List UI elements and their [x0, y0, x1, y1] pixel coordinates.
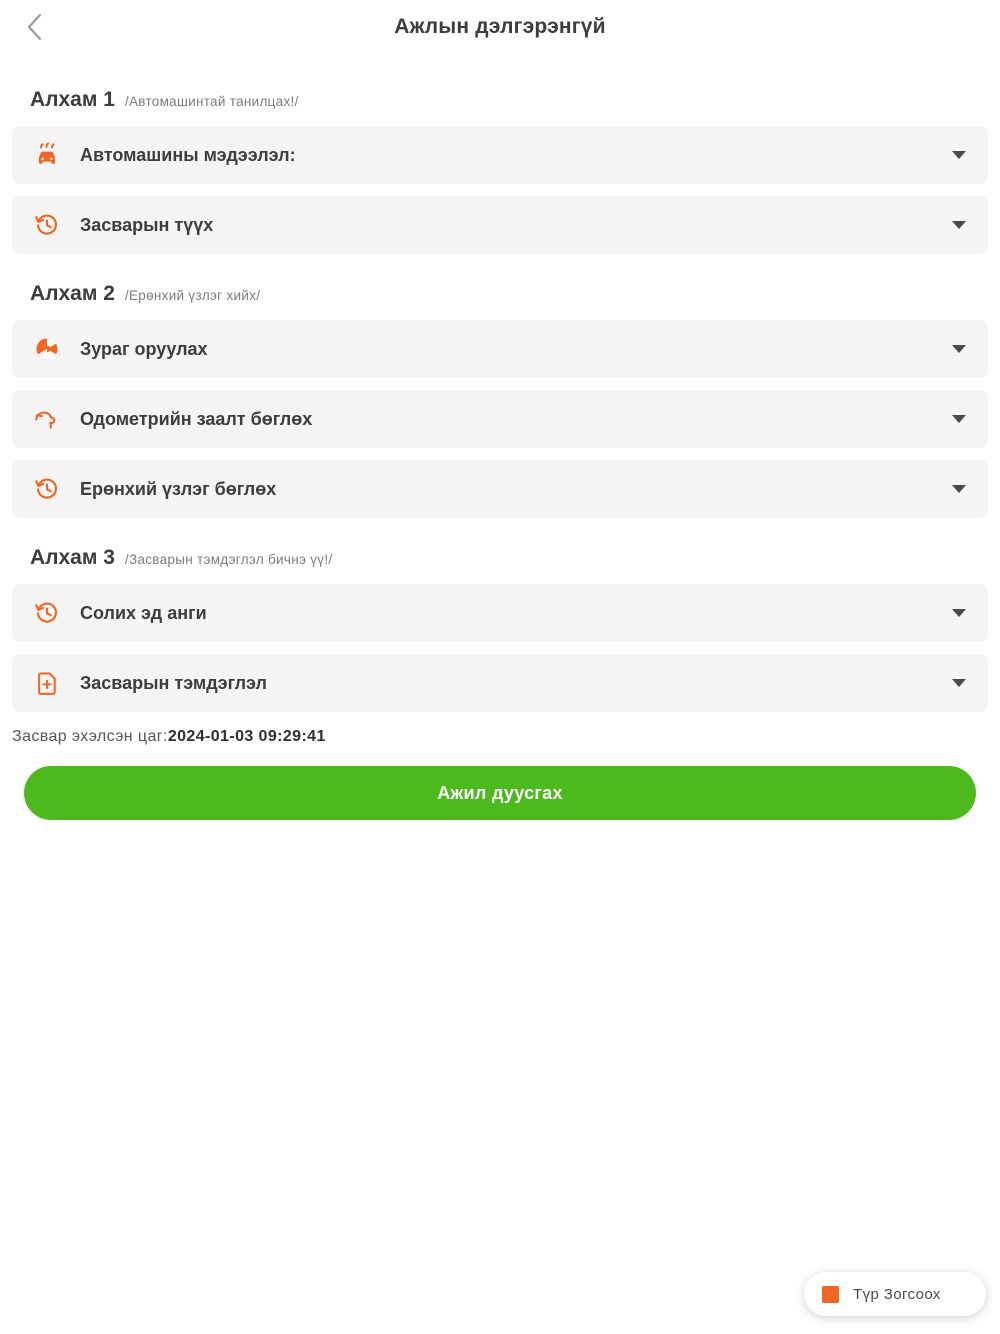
- row-label: Автомашины мэдээлэл:: [80, 144, 296, 165]
- row-odometer[interactable]: [12, 390, 988, 448]
- start-time-value: 2024-01-03 09:29:41: [167, 728, 326, 745]
- chevron-down-icon[interactable]: [952, 221, 966, 229]
- chevron-left-icon: [26, 12, 44, 42]
- chevron-down-icon[interactable]: [952, 679, 966, 687]
- back-button[interactable]: [18, 10, 52, 44]
- history-clock-icon: [32, 210, 62, 240]
- step-title: Алхам 3: [30, 546, 115, 569]
- step-heading-1: [0, 88, 1000, 112]
- row-label: Зураг оруулах: [80, 338, 208, 359]
- stop-square-icon: [822, 1286, 839, 1303]
- row-repair-note[interactable]: [12, 654, 988, 712]
- pause-button-label: Түр Зогсоох: [853, 1285, 941, 1303]
- pause-button[interactable]: [804, 1272, 986, 1316]
- history-clock-icon: [32, 598, 62, 628]
- odometer-arrow-icon: [32, 404, 62, 434]
- step-note: /Ерөнхий үзлэг хийх/: [124, 288, 261, 303]
- row-label: Засварын тэмдэглэл: [80, 672, 267, 693]
- car-wash-icon: [32, 140, 62, 170]
- chevron-down-icon[interactable]: [952, 345, 966, 353]
- header: [0, 0, 1000, 54]
- chevron-down-icon[interactable]: [952, 609, 966, 617]
- row-label: Солих эд анги: [80, 602, 207, 623]
- chevron-down-icon[interactable]: [952, 415, 966, 423]
- finish-job-button[interactable]: Ажил дуусгах: [24, 766, 976, 820]
- step-title: Алхам 2: [30, 282, 115, 305]
- camera-aperture-icon: [32, 334, 62, 364]
- row-upload-photo[interactable]: [12, 320, 988, 378]
- chevron-down-icon[interactable]: [952, 485, 966, 493]
- step-note: /Автомашинтай танилцах!/: [124, 94, 299, 109]
- start-time-label: Засвар эхэлсэн цаг:: [12, 728, 168, 745]
- step-heading-3: [0, 546, 1000, 570]
- row-label: Ерөнхий үзлэг бөглөх: [80, 478, 277, 499]
- chevron-down-icon[interactable]: [952, 151, 966, 159]
- row-repair-history[interactable]: [12, 196, 988, 254]
- page-title: Ажлын дэлгэрэнгүй: [394, 15, 606, 38]
- row-replacement-parts[interactable]: [12, 584, 988, 642]
- file-add-icon: [32, 668, 62, 698]
- start-time: [12, 728, 1000, 746]
- row-label: Засварын түүх: [80, 214, 214, 235]
- row-vehicle-info[interactable]: [12, 126, 988, 184]
- history-clock-icon: [32, 474, 62, 504]
- step-note: /Засварын тэмдэглэл бичнэ үү!/: [124, 552, 333, 567]
- row-label: Одометрийн заалт бөглөх: [80, 408, 313, 429]
- row-general-inspection[interactable]: [12, 460, 988, 518]
- step-title: Алхам 1: [30, 88, 115, 111]
- step-heading-2: [0, 282, 1000, 306]
